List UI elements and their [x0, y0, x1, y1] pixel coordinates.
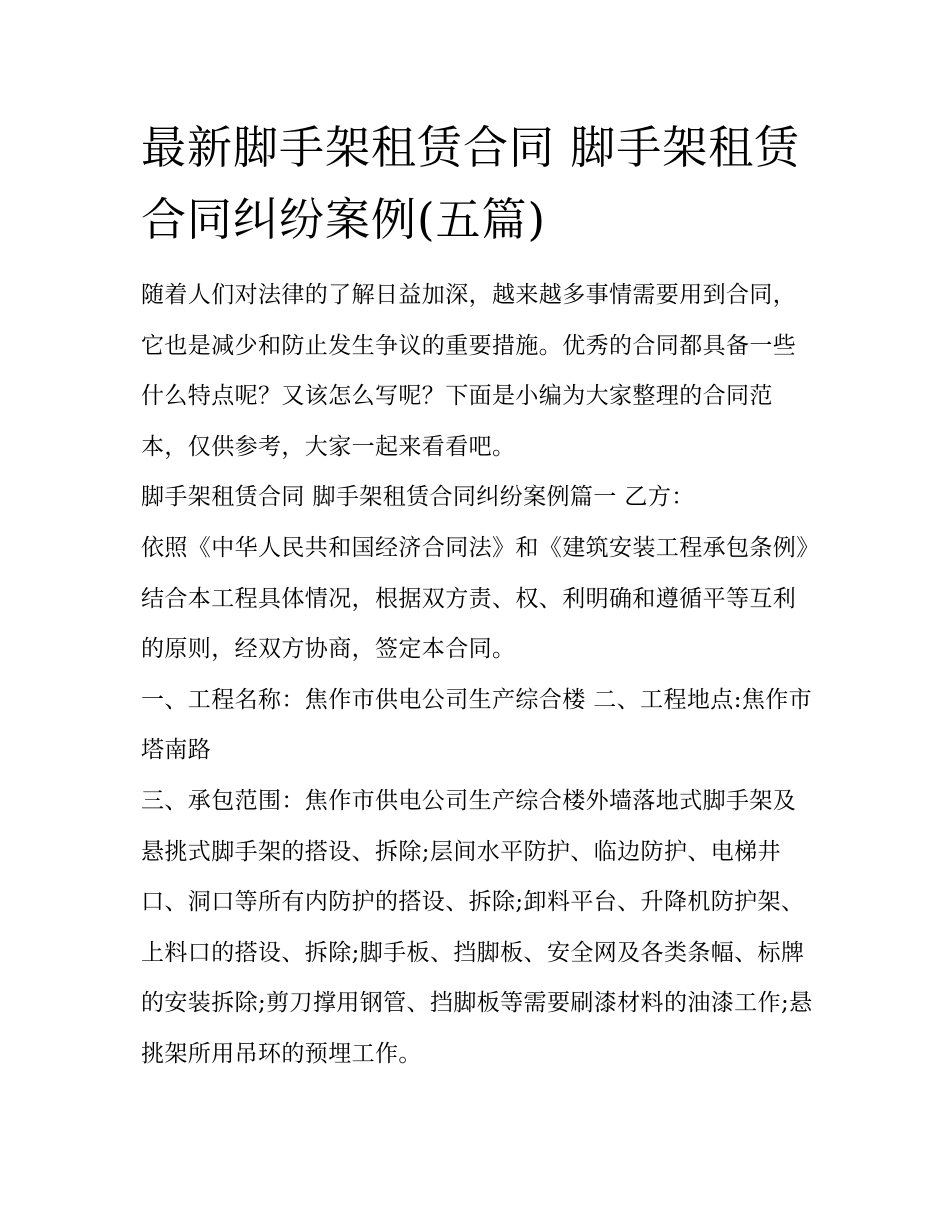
paragraph-scope: 三、承包范围：焦作市供电公司生产综合楼外墙落地式脚手架及悬挑式脚手架的搭设、拆除;层间水平防护、临边防护、电梯井口、洞口等所有内防护的搭设、拆除;卸料平台、升降机防护架、上料口的搭设、拆除;脚手板、挡脚板、安全网及各类条幅、标牌的安装拆除;剪刀撑用钢管、挡脚板等需要刷漆材料的油漆工作;悬挑架所用吊环的预埋工作。: [141, 787, 813, 1067]
paragraph-basis: 依照《中华人民共和国经济合同法》和《建筑安装工程承包条例》结合本工程具体情况，根据双方责、权、利明确和遵循平等互利的原则，经双方协商，签定本合同。: [141, 534, 809, 663]
document-page: [141, 112, 813, 1080]
document-title: 最新脚手架租赁合同 脚手架租赁合同纠纷案例(五篇): [141, 121, 801, 246]
paragraph-intro: 随着人们对法律的了解日益加深，越来越多事情需要用到合同，它也是减少和防止发生争议的重要措施。优秀的合同都具备一些什么特点呢？又该怎么写呢？下面是小编为大家整理的合同范本，仅供参考，大家一起来看看吧。: [141, 282, 797, 460]
paragraph-section-heading: 脚手架租赁合同 脚手架租赁合同纠纷案例篇一 乙方：: [141, 484, 695, 511]
paragraph-project-name-location: 一、工程名称：焦作市供电公司生产综合楼 二、工程地点:焦作市塔南路: [141, 686, 813, 764]
document-body: [141, 270, 813, 1080]
